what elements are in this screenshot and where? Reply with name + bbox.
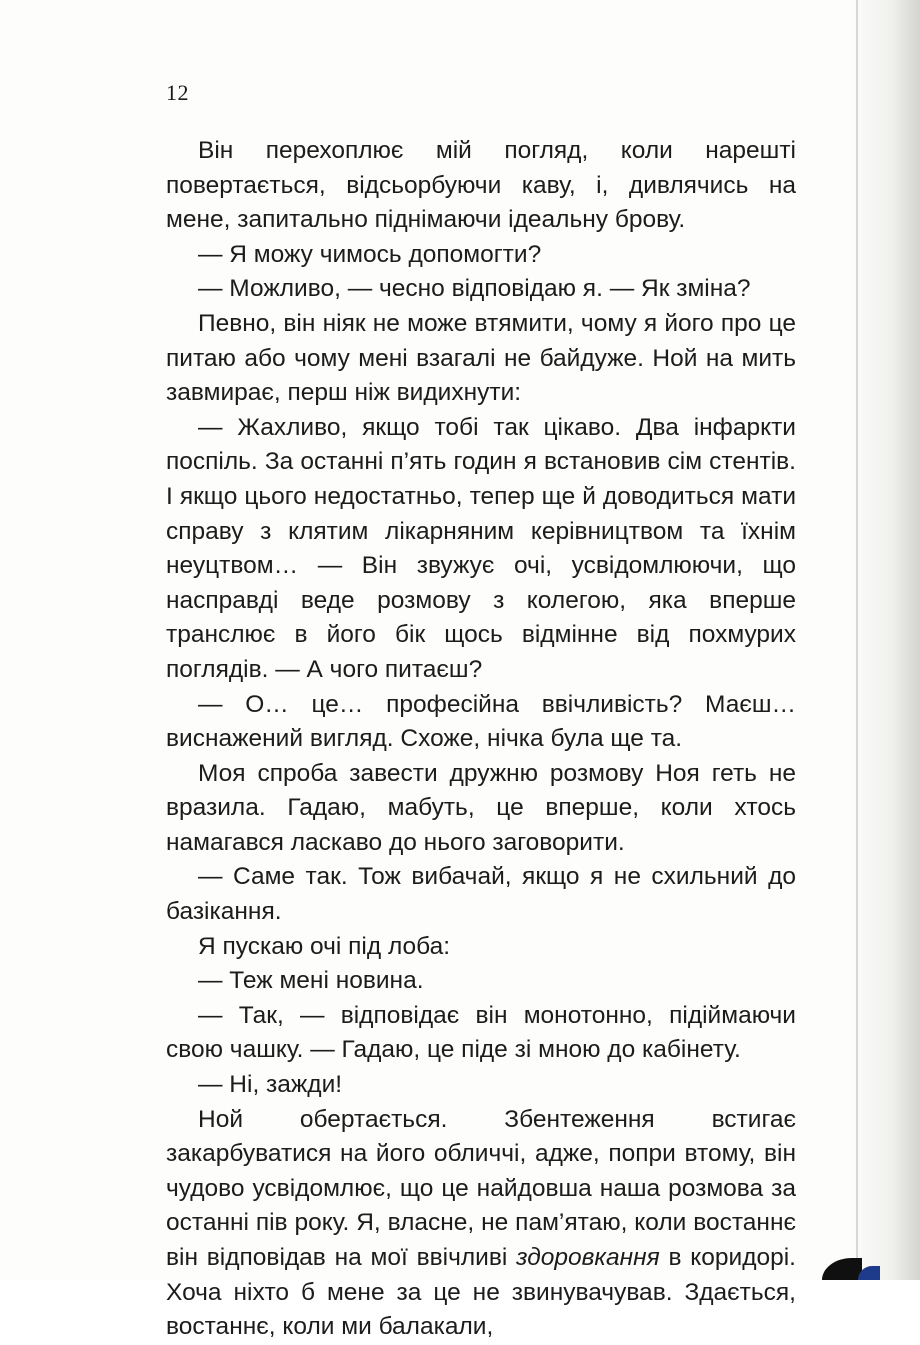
paragraph: — Ні, зажди!: [198, 1071, 343, 1099]
paragraph: — Я можу чимось допомогти?: [198, 240, 542, 268]
paragraph-last: [166, 1103, 796, 1345]
paragraph: — Можливо, — чесно відповідаю я. — Як зміна?: [198, 275, 751, 303]
italic-word: здоровкання: [516, 1244, 660, 1271]
paragraph: Певно, він ніяк не може втямити, чому я його про це питаю або чому мені взагалі не байдуже. Ной на мить завмирає, перш ніж видихнути:: [166, 309, 796, 407]
paragraph: — Так, — відповідає він монотонно, підіймаючи свою чашку. — Гадаю, це піде зі мною до кабінету.: [166, 1001, 796, 1064]
paragraph: — Теж мені новина.: [198, 967, 424, 995]
page-edge-line: [856, 0, 858, 1280]
paragraph: Він перехоплює мій погляд, коли нарешті повертається, відсьорбуючи каву, і, дивлячись на мене, запитально піднімаючи ідеальну брову.: [166, 137, 796, 234]
text-run: Ной обертається. Збентеження встигає закарбуватися на його обличчі, адже, попри втому, він чудово усвідомлює, що це найдовша наша розмова за останні пів року. Я, власне, не пам’ятаю, коли востаннє він відповідав на мої ввічливі: [166, 1105, 796, 1271]
page-edge-shadow: [850, 0, 920, 1280]
corner-dark-mark: [822, 1258, 862, 1280]
paragraph: Моя спроба завести дружню розмову Ноя геть не вразила. Гадаю, мабуть, це вперше, коли хтось намагався ласкаво до нього заговорити.: [166, 759, 796, 856]
page-number: 12: [166, 80, 189, 105]
body-text: [166, 134, 796, 1345]
paragraph: — Жахливо, якщо тобі так цікаво. Два інфаркти поспіль. За останні п’ять годин я встановив сім стентів. І якщо цього недостатньо, тепер ще й доводиться мати справу з клятим лікарняним керівництвом та їхнім неуцтвом… — Він звужує очі, усвідомлюючи, що насправді веде розмову з колегою, яка вперше транслює в його бік щось відмінне від похмурих поглядів. — А чого питаєш?: [166, 413, 796, 683]
paragraph: Я пускаю очі під лоба:: [198, 932, 451, 960]
paragraph: — О… це… професійна ввічливість? Маєш… виснажений вигляд. Схоже, нічка була ще та.: [166, 690, 796, 753]
text-run: в коридорі. Хоча ніхто б мене за це не звинувачував. Здається, востаннє, коли ми балакали,: [166, 1244, 796, 1341]
paragraph: — Саме так. Тож вибачай, якщо я не схильний до базікання.: [166, 863, 796, 926]
